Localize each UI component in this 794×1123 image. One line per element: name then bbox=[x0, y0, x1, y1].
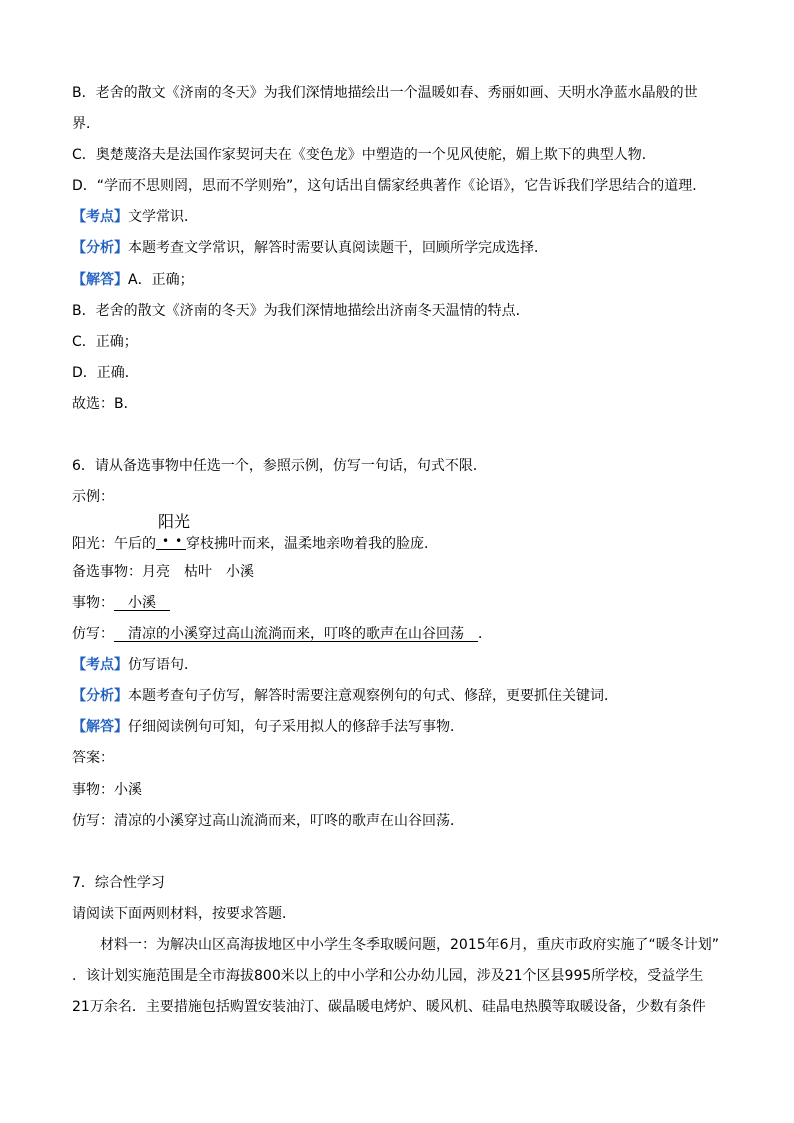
fenxi-text: 本题考查文学常识，解答时需要认真阅读题干，回顾所学完成选择． bbox=[128, 240, 548, 256]
q5-option-c: C．奥楚蔑洛夫是法国作家契诃夫在《变色龙》中塑造的一个见风使舵，媚上欺下的典型人物． bbox=[72, 147, 656, 163]
emphasis-dots: •• bbox=[162, 534, 189, 548]
jieda-text: 仔细阅读例句可知，句子采用拟人的修辞手法写事物． bbox=[128, 719, 464, 735]
thing-value: 小溪 bbox=[128, 595, 156, 611]
q6-example-label: 示例： bbox=[72, 489, 114, 505]
jieda-tag: 【解答】 bbox=[72, 719, 128, 735]
example-after: 穿枝拂叶而来，温柔地亲吻着我的脸庞． bbox=[186, 536, 438, 552]
q6-example-sentence bbox=[72, 534, 438, 554]
q6-thing bbox=[72, 593, 170, 613]
q5-jieda bbox=[72, 270, 194, 290]
q6-answer-label: 答案： bbox=[72, 750, 114, 766]
q5-fenxi bbox=[72, 238, 548, 258]
kaodian-text: 仿写语句． bbox=[128, 657, 198, 673]
blank bbox=[156, 534, 189, 550]
q6-kaodian bbox=[72, 655, 198, 675]
q6-candidates: 备选事物：月亮 枯叶 小溪 bbox=[72, 564, 254, 580]
q6-annotation: 阳光 bbox=[158, 512, 191, 531]
q5-answer-c: C．正确； bbox=[72, 334, 138, 350]
q7-instruction: 请阅读下面两则材料，按要求答题． bbox=[72, 906, 296, 922]
q7-stem: 7．综合性学习 bbox=[72, 875, 165, 891]
q6-fenxi bbox=[72, 686, 618, 706]
q6-answer-thing: 事物：小溪 bbox=[72, 782, 142, 798]
q7-material1-line3: 21万余名．主要措施包括购置安装油汀、碳晶暖电烤炉、暖风机、硅晶电热膜等取暖设备，少数有条件 bbox=[72, 999, 706, 1015]
imitate-label: 仿写： bbox=[72, 626, 114, 642]
q7-material1-line2: ．该计划实施范围是全市海拔800米以上的中小学和公办幼儿园，涉及21个区县995所学校，受益学生 bbox=[72, 968, 704, 984]
q5-answer-d: D．正确． bbox=[72, 365, 139, 381]
q6-stem: 6．请从备选事物中任选一个，参照示例，仿写一句话，句式不限． bbox=[72, 458, 487, 474]
example-before: 阳光：午后的 bbox=[72, 536, 156, 552]
q6-jieda bbox=[72, 717, 464, 737]
q5-answer-b: B．老舍的散文《济南的冬天》为我们深情地描绘出济南冬天温情的特点． bbox=[72, 303, 530, 319]
jieda-text: A．正确； bbox=[128, 272, 194, 288]
q5-option-b-line1: B．老舍的散文《济南的冬天》为我们深情地描绘出一个温暖如春、秀丽如画、天明水净蓝水晶般的世 bbox=[72, 85, 698, 101]
q7-material1-line1: 材料一：为解决山区高海拔地区中小学生冬季取暖问题，2015年6月，重庆市政府实施了“暖冬计划” bbox=[100, 937, 720, 953]
kaodian-text: 文学常识． bbox=[128, 209, 198, 225]
q6-answer-imitate: 仿写：清凉的小溪穿过高山流淌而来，叮咚的歌声在山谷回荡． bbox=[72, 813, 464, 829]
q5-option-d: D．“学而不思则罔，思而不学则殆”，这句话出自儒家经典著作《论语》，它告诉我们学思结合的道理． bbox=[72, 178, 707, 194]
q5-choice: 故选：B． bbox=[72, 396, 138, 412]
kaodian-tag: 【考点】 bbox=[72, 657, 128, 673]
thing-label: 事物： bbox=[72, 595, 114, 611]
imitate-end: ． bbox=[478, 626, 492, 642]
fenxi-text: 本题考查句子仿写，解答时需要注意观察例句的句式、修辞，更要抓住关键词． bbox=[128, 688, 618, 704]
q6-imitate bbox=[72, 624, 492, 644]
q5-option-b-line2: 界． bbox=[72, 116, 100, 132]
kaodian-tag: 【考点】 bbox=[72, 209, 128, 225]
imitate-value: 清凉的小溪穿过高山流淌而来，叮咚的歌声在山谷回荡 bbox=[128, 626, 464, 642]
fenxi-tag: 【分析】 bbox=[72, 688, 128, 704]
jieda-tag: 【解答】 bbox=[72, 272, 128, 288]
q5-kaodian bbox=[72, 207, 198, 227]
fenxi-tag: 【分析】 bbox=[72, 240, 128, 256]
